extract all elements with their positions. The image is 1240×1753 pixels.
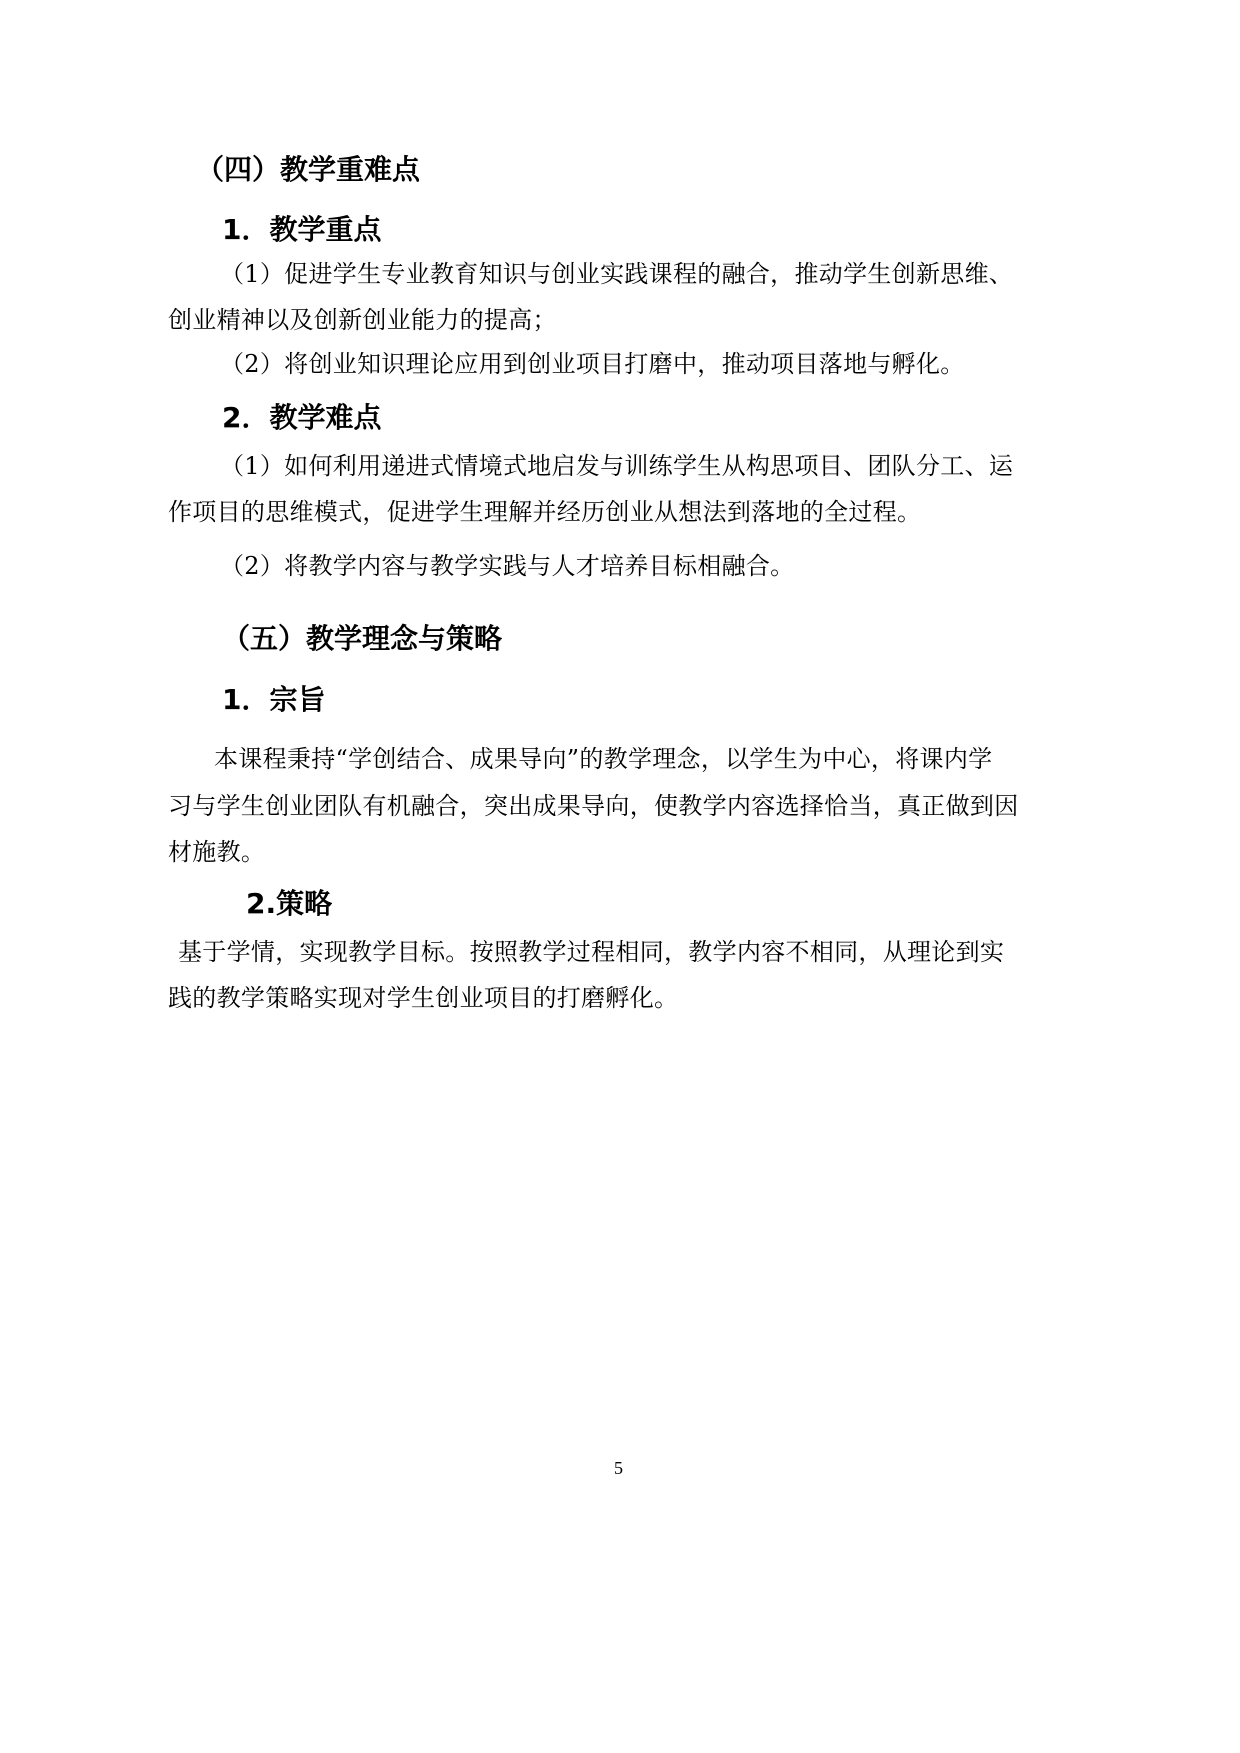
purpose-line-1: 本课程秉持“学创结合、成果导向”的教学理念，以学生为中心，将课内学 <box>214 745 993 773</box>
page-number: 5 <box>614 1458 623 1478</box>
key-point-2: （2）将创业知识理论应用到创业项目打磨中，推动项目落地与孵化。 <box>220 350 965 378</box>
difficult-point-2: （2）将教学内容与教学实践与人才培养目标相融合。 <box>220 552 795 580</box>
purpose-line-2: 习与学生创业团队有机融合，突出成果导向，使教学内容选择恰当，真正做到因 <box>168 792 1019 820</box>
strategy-line-2: 践的教学策略实现对学生创业项目的打磨孵化。 <box>168 984 679 1012</box>
difficult-point-1-line-1: （1）如何利用递进式情境式地启发与训练学生从构思项目、团队分工、运 <box>220 452 1014 480</box>
purpose-line-3: 材施教。 <box>168 838 266 866</box>
strategy-line-1: 基于学情，实现教学目标。按照教学过程相同，教学内容不相同，从理论到实 <box>178 938 1005 966</box>
strategy-title: 2.策略 <box>246 887 333 920</box>
key-point-1-line-2: 创业精神以及创新创业能力的提高； <box>168 306 557 334</box>
difficult-point-1-line-2: 作项目的思维模式，促进学生理解并经历创业从想法到落地的全过程。 <box>168 498 922 526</box>
section-4-title: （四）教学重难点 <box>196 153 421 186</box>
difficult-points-title: 2．教学难点 <box>222 401 382 434</box>
section-5-title: （五）教学理念与策略 <box>222 622 503 655</box>
key-point-1-line-1: （1）促进学生专业教育知识与创业实践课程的融合，推动学生创新思维、 <box>220 260 1014 288</box>
key-points-title: 1．教学重点 <box>222 213 382 246</box>
purpose-title: 1．宗旨 <box>222 683 326 716</box>
